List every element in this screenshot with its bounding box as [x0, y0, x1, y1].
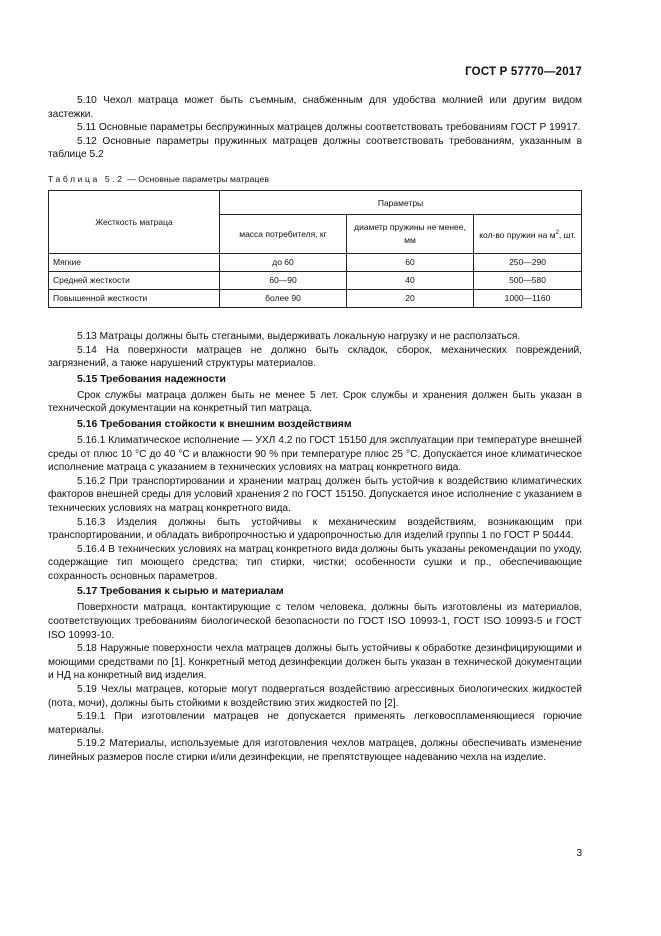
paragraph-5-18: 5.18 Наружные поверхности чехла матрацев должны быть устойчивы к обработке дезинфицирующими и моющими средствами по [1]. Конкретный метод дезинфекции должен быть указан в технической документации и НД на конкретный вид изделия. — [48, 643, 582, 682]
paragraph-5-17: Поверхности матраца, контактирующие с телом человека, должны быть изготовлены из материалов, соответствующих требованиям биологической безопасности по ГОСТ ISO 10993-1, ГОСТ ISO 10993-5 и ГОСТ ISO 10993-10. — [48, 602, 582, 641]
table-header-springs: кол-во пружин на $м^2$, шт. — [474, 215, 582, 254]
table-caption — [48, 174, 582, 184]
page-number: 3 — [576, 848, 582, 859]
paragraph-5-16-4: 5.16.4 В технических условиях на матрац конкретного вида должны быть указаны рекомендации по уходу, содержащие тип моющего средства; тип стирки, чистки; особенности сушки и пр., обеспечивающие сохранность основных параметров. — [48, 543, 582, 582]
page-content — [48, 94, 582, 765]
table-cell: Средней жесткости — [49, 271, 220, 289]
paragraph-5-10: 5.10 Чехол матраца может быть съемным, снабженным для удобства молнией или другим видом застежки. — [48, 95, 582, 120]
table-header-diameter: диаметр пружины не менее, мм — [347, 215, 474, 254]
document-code: ГОСТ Р 57770—2017 — [465, 66, 582, 78]
paragraph-5-13: 5.13 Матрацы должны быть стегаными, выдерживать локальную нагрузку и не расползаться. — [77, 330, 521, 342]
table-header-stiffness: Жесткость матраца — [49, 190, 220, 253]
table-cell: 1000—1160 — [474, 289, 582, 307]
table-cell: Мягкие — [49, 253, 220, 271]
paragraph-5-16-2: 5.16.2 При транспортировании и хранении матрац должен быть устойчив к воздействию климатических факторов внешней среды для условий хранения 2 по ГОСТ 15150. Допускается иное исполнение с указанием в технических условиях на матрац конкретного вида. — [48, 475, 582, 514]
table-row — [49, 289, 582, 307]
table-cell: 500—580 — [474, 271, 582, 289]
paragraph-5-19-1: 5.19.1 При изготовлении матрацев не допускается применять легковоспламеняющиеся горючие материалы. — [48, 711, 582, 736]
paragraph-5-12: 5.12 Основные параметры пружинных матрацев должны соответствовать требованиям, указанным в таблице 5.2 — [48, 135, 582, 161]
table-cell: 60 — [347, 253, 474, 271]
table-cell: 20 — [347, 289, 474, 307]
table-cell: 40 — [347, 271, 474, 289]
section-heading-5-17: 5.17 Требования к сырью и материалам — [77, 586, 284, 598]
parameters-table — [48, 190, 582, 308]
table-row — [49, 253, 582, 271]
paragraph-5-16-1: 5.16.1 Климатическое исполнение — УХЛ 4.2 по ГОСТ 15150 для эксплуатации при температуре внешней среды от плюс 10 °С до 40 °С и влажности 90 % при температуре плюс 25 °С. Допускается иное климатическое исполнение матраца с указанием в технических условиях на матрац конкретного вида. — [48, 434, 582, 474]
table-header-mass: масса потребителя, кг — [220, 215, 347, 254]
section-heading-5-15: 5.15 Требования надежности — [77, 373, 226, 385]
table-caption-title: — Основные параметры матрацев — [124, 173, 270, 184]
paragraph-5-11: 5.11 Основные параметры беспружинных матрацев должны соответствовать требованиям ГОСТ Р 19917. — [77, 122, 581, 134]
table-cell: более 90 — [220, 289, 347, 307]
paragraph-5-19: 5.19 Чехлы матрацев, которые могут подвергаться воздействию агрессивных биологических жидкостей (пота, мочи), должны быть стойкими к воздействию этих жидкостей по [2]. — [48, 684, 582, 709]
table-cell: 60—90 — [220, 271, 347, 289]
table-row — [49, 271, 582, 289]
paragraph-5-15: Срок службы матраца должен быть не менее 5 лет. Срок службы и хранения должен быть указан в технической документации на конкретный тип матраца. — [48, 389, 582, 415]
table-cell: Повышенной жесткости — [49, 289, 220, 307]
table-cell: до 60 — [220, 253, 347, 271]
paragraph-5-14: 5.14 На поверхности матрацев не должно быть складок, сборок, механических повреждений, загрязнений, а также нарушений структуры материалов. — [48, 344, 582, 370]
table-header-parameters: Параметры — [220, 190, 582, 214]
table-caption-prefix: Таблица 5.2 — [48, 173, 125, 184]
paragraph-5-16-3: 5.16.3 Изделия должны быть устойчивы к механическим воздействиям, возникающим при транспортировании, и обладать вибропрочностью и ударопрочностью для изделий группы 1 по ГОСТ Р 50444. — [48, 516, 582, 542]
table-cell: 250—290 — [474, 253, 582, 271]
paragraph-5-19-2: 5.19.2 Материалы, используемые для изготовления чехлов матрацев, должны обеспечивать изменение линейных размеров после стирки и/или дезинфекции, не препятствующее надеванию чехла на изделие. — [48, 738, 582, 763]
section-heading-5-16: 5.16 Требования стойкости к внешним воздействиям — [77, 418, 352, 430]
